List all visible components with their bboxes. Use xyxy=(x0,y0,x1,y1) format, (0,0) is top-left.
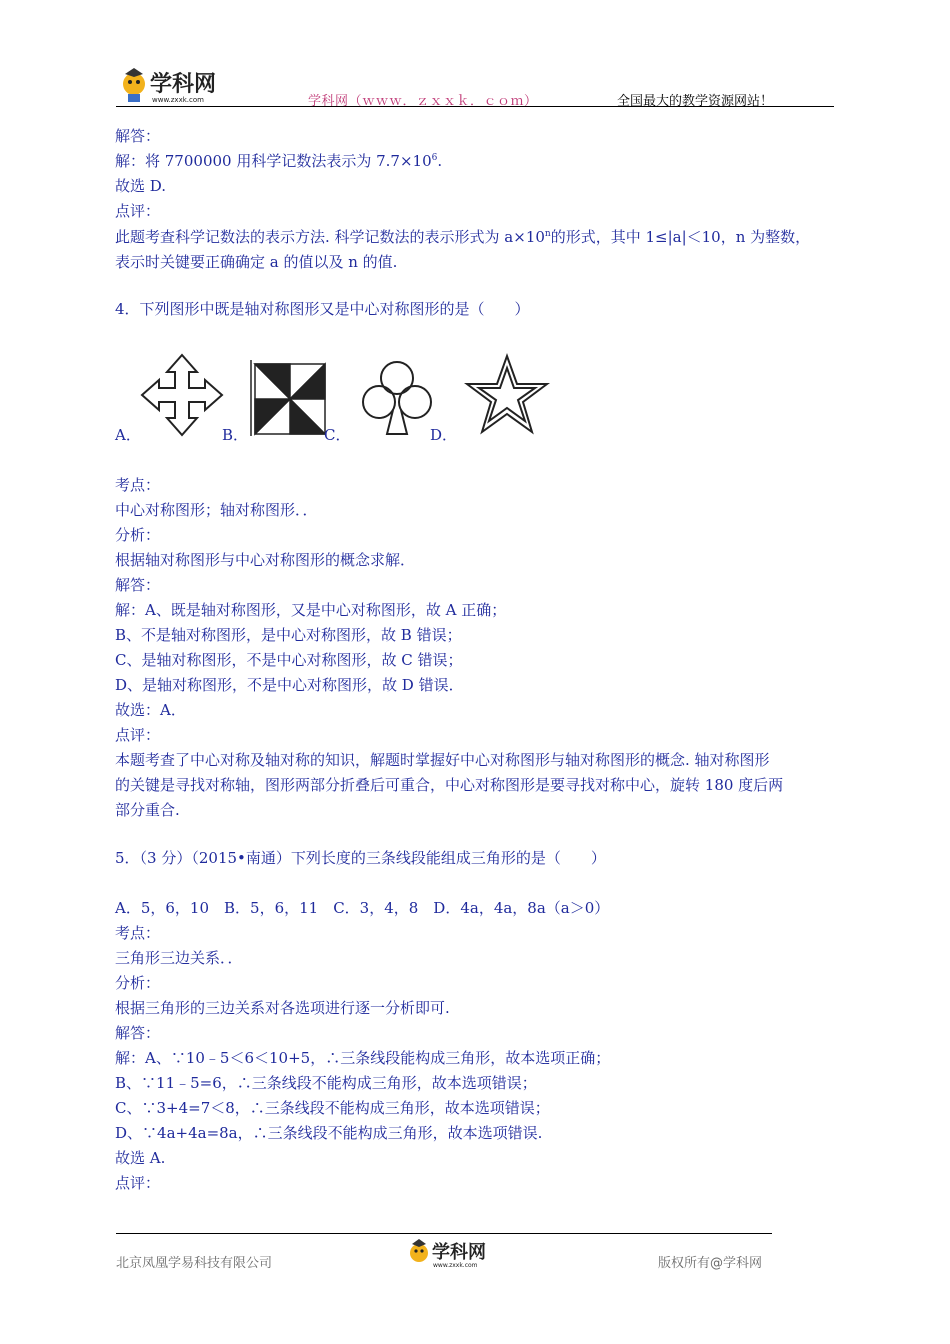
q3-choice: 故选 D. xyxy=(115,177,167,195)
header-slogan: 全国最大的教学资源网站！ xyxy=(617,94,774,109)
q5-stem: 5．（3 分）（2015•南通）下列长度的三条线段能组成三角形的是（ ） xyxy=(115,849,606,867)
footer-company: 北京凤凰学易科技有限公司 xyxy=(116,1256,273,1271)
q5-jieda-line: D、∵4a+4a=8a，∴三条线段不能构成三角形，故本选项错误. xyxy=(115,1124,543,1142)
q5-fenxi: 根据三角形的三边关系对各选项进行逐一分析即可. xyxy=(115,999,450,1017)
q4-option-a: A． xyxy=(115,426,141,444)
q4-jieda-label: 解答： xyxy=(115,576,161,594)
q4-option-c: C． xyxy=(324,426,351,444)
q4-option-d: D． xyxy=(430,426,458,444)
q3-comment-line: 此题考查科学记数法的表示方法. 科学记数法的表示形式为 $a\times 10^n$的形式，其中 1≤|a|＜10，n 为整数， xyxy=(115,228,811,246)
footer-logo xyxy=(405,1235,495,1271)
q4-option-b: B． xyxy=(222,426,249,444)
q4-fenxi-label: 分析： xyxy=(115,526,161,544)
q5-kaodian: 三角形三边关系．． xyxy=(115,949,243,967)
q4-kaodian-label: 考点： xyxy=(115,476,161,494)
q5-options: A．5，6，10 B．5，6，11 C．3，4，8 D．4a，4a，8a（a＞0） xyxy=(115,899,610,917)
club-figure xyxy=(363,362,431,434)
q5-jieda-line: 解：A、∵10﹣5＜6＜10+5，∴三条线段能构成三角形，故本选项正确； xyxy=(115,1049,611,1067)
svg-text:www.zxxk.com: www.zxxk.com xyxy=(152,96,204,104)
pinwheel-figure xyxy=(251,360,325,436)
header-logo xyxy=(116,62,228,106)
q4-kaodian: 中心对称图形；轴对称图形．． xyxy=(115,501,318,519)
q3-answer-text: 解：将 7700000 用科学记数法表示为 $7.7\times 10^6$. xyxy=(115,152,443,170)
star-figure xyxy=(467,356,547,432)
four-way-arrow-figure xyxy=(142,355,222,435)
q5-jieda-line: C、∵3+4=7＜8，∴三条线段不能构成三角形，故本选项错误； xyxy=(115,1099,550,1117)
q4-dianping-line: 部分重合. xyxy=(115,801,180,819)
q4-jieda-line: D、是轴对称图形，不是中心对称图形，故 D 错误． xyxy=(115,676,464,694)
q4-stem: 4．下列图形中既是轴对称图形又是中心对称图形的是（ ） xyxy=(115,300,530,318)
q5-kaodian-label: 考点： xyxy=(115,924,161,942)
q3-answer-label: 解答： xyxy=(115,127,161,145)
q5-dianping-label: 点评： xyxy=(115,1174,161,1192)
q5-fenxi-label: 分析： xyxy=(115,974,161,992)
header-site-title: 学科网（ｗｗｗ．ｚｘｘｋ．ｃｏｍ） xyxy=(308,94,538,109)
footer-copyright: 版权所有@学科网 xyxy=(658,1256,763,1271)
q5-jieda-label: 解答： xyxy=(115,1024,161,1042)
q4-dianping-label: 点评： xyxy=(115,726,161,744)
q4-jieda-line: 解：A、既是轴对称图形，又是中心对称图形，故 A 正确； xyxy=(115,601,507,619)
svg-text:学科网: 学科网 xyxy=(150,72,217,97)
q5-choice: 故选 A. xyxy=(115,1149,166,1167)
header-divider xyxy=(116,106,834,107)
q4-jieda-line: B、不是轴对称图形，是中心对称图形，故 B 错误； xyxy=(115,626,462,644)
q5-jieda-line: B、∵11﹣5=6，∴三条线段不能构成三角形，故本选项错误； xyxy=(115,1074,537,1092)
svg-text:www.zxxk.com: www.zxxk.com xyxy=(433,1262,478,1269)
q4-dianping-line: 本题考查了中心对称及轴对称的知识，解题时掌握好中心对称图形与轴对称图形的概念. 轴对称图形 xyxy=(115,751,770,769)
footer-divider xyxy=(116,1233,772,1234)
svg-text:学科网: 学科网 xyxy=(432,1242,486,1263)
q4-jieda-line: C、是轴对称图形，不是中心对称图形，故 C 错误； xyxy=(115,651,463,669)
q4-choice: 故选：A． xyxy=(115,701,186,719)
q3-comment-line: 表示时关键要正确确定 a 的值以及 n 的值. xyxy=(115,253,398,271)
q4-fenxi: 根据轴对称图形与中心对称图形的概念求解． xyxy=(115,551,416,569)
q3-comment-label: 点评： xyxy=(115,202,161,220)
q4-dianping-line: 的关键是寻找对称轴，图形两部分折叠后可重合，中心对称图形是要寻找对称中心，旋转 180 度后两 xyxy=(115,776,784,794)
